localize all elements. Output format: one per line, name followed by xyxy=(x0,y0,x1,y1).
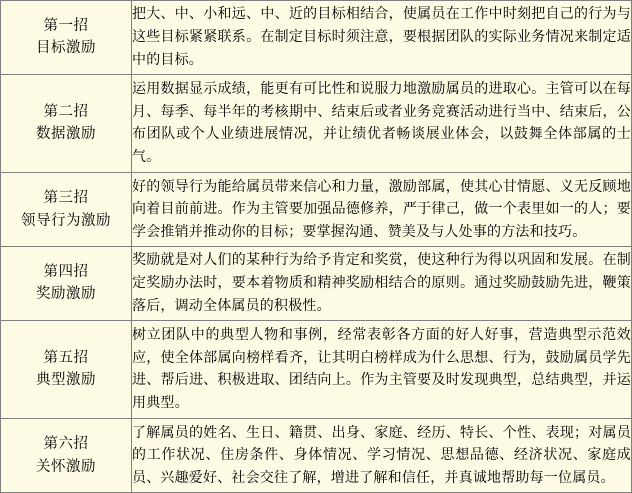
row-label-secondary: 数据激励 xyxy=(36,126,96,143)
row-text: 奖励就是对人们的某种行为给予肯定和奖赏，使这种行为得以巩固和发展。在制定奖励办法时，要本着物质和精神奖励相结合的原则。通过奖励鼓励先进，鞭策落后，调动全体属员的积极性。 xyxy=(132,252,631,314)
row-label-primary: 第四招 xyxy=(43,263,89,280)
row-text-cell xyxy=(132,419,632,493)
table-row xyxy=(1,1,632,75)
row-label-cell xyxy=(1,320,132,418)
row-label-primary: 第六招 xyxy=(43,436,89,453)
table-row xyxy=(1,173,632,247)
row-label-primary: 第一招 xyxy=(43,17,89,34)
row-label-secondary: 奖励激励 xyxy=(36,286,96,303)
row-text-cell xyxy=(132,246,632,320)
row-text-cell xyxy=(132,320,632,418)
row-label-primary: 第五招 xyxy=(43,350,89,366)
row-text-cell xyxy=(132,1,632,75)
row-label-secondary: 领导行为激励 xyxy=(21,212,111,229)
row-text: 运用数据显示成绩，能更有可比性和说服力地激励属员的进取心。主管可以在每月、每季、每半年的考核期中、结束后或者业务竞赛活动进行当中、结束后，公布团队或个人业绩进展情况，并让绩优者畅谈展业体会，以鼓舞全体部属的士气。 xyxy=(132,81,631,166)
row-label-primary: 第三招 xyxy=(43,190,89,207)
row-label-secondary: 关怀激励 xyxy=(36,458,96,475)
row-text: 了解属员的姓名、生日、籍贯、出身、家庭、经历、特长、个性、表现；对属员的工作状况、住房条件、身体情况、学习情况、思想品德、经济状况、家庭成员、兴趣爱好、社会交往了解，增进了解和信任，并真诚地帮助每一位属员。 xyxy=(132,424,631,486)
row-label-secondary: 目标激励 xyxy=(36,40,96,57)
row-label-cell xyxy=(1,173,132,247)
row-label-primary: 第二招 xyxy=(43,104,89,121)
row-text: 把大、中、小和远、中、近的目标相结合，使属员在工作中时刻把自己的行为与这些目标紧紧联系。在制定目标时须注意，要根据团队的实际业务情况来制定适中的目标。 xyxy=(132,6,631,68)
table-row xyxy=(1,74,632,172)
row-text: 树立团队中的典型人物和事例，经常表彰各方面的好人好事，营造典型示范效应，使全体部属向榜样看齐，让其明白榜样成为什么思想、行为，鼓励属员学先进、帮后进、积极进取、团结向上。作为主管要及时发现典型，总结典型，并运用典型。 xyxy=(132,327,631,412)
row-text-cell xyxy=(132,173,632,247)
row-label-cell xyxy=(1,74,132,172)
row-text-cell xyxy=(132,74,632,172)
row-label-cell xyxy=(1,419,132,493)
row-label-cell xyxy=(1,1,132,75)
table-row xyxy=(1,419,632,493)
table-row xyxy=(1,320,632,418)
table-body xyxy=(1,1,632,493)
table-row xyxy=(1,246,632,320)
row-label-secondary: 典型激励 xyxy=(36,372,96,389)
row-label-cell xyxy=(1,246,132,320)
row-text: 好的领导行为能给属员带来信心和力量，激励部属，使其心甘情愿、义无反顾地向着目前前进。作为主管要加强品德修养，严于律己，做一个表里如一的人；要学会推销并推动你的目标；要掌握沟通、赞美及与人处事的方法和技巧。 xyxy=(132,178,631,240)
